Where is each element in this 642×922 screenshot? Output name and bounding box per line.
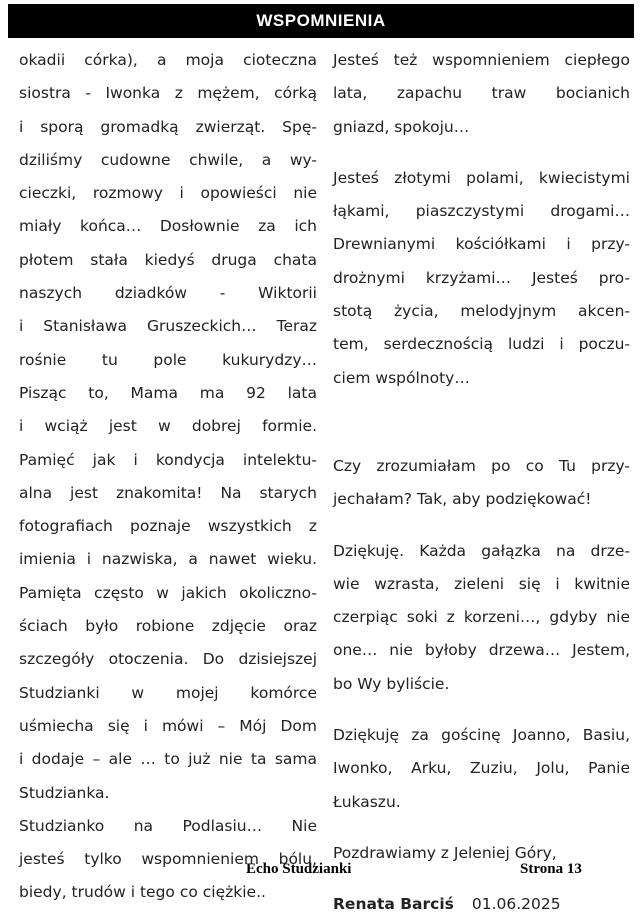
page-number: Strona 13 [520,861,582,877]
article-paragraph [333,535,630,701]
article-date: 01.06.2025 [471,895,561,914]
text-line: i Stanisława Gruszeckich… Teraz [19,317,317,336]
text-line: Pisząc to, Mama ma 92 lata [19,383,317,402]
text-line: płotem stała kiedyś druga chata [19,250,317,269]
text-line: Studzianki w mojej komórce [19,683,317,702]
text-line: czerpiąc soki z korzeni…, gdyby nie [333,608,630,627]
article-paragraph [333,44,630,144]
text-line: i wciąż jest w dobrej formie. [19,417,317,436]
text-line: fotografiach poznaje wszystkich z [19,517,317,536]
text-line: siostra - Iwonka z mężem, córką [19,84,317,103]
text-line: Czy zrozumiałam po co Tu przy- [333,456,630,475]
text-line: Dziękuję za gościnę Joanno, Basiu, [333,726,630,745]
text-line: Dziękuję. Każda gałązka na drze- [333,541,630,560]
publication-name: Echo Studzianki [246,861,352,877]
text-line: uśmiecha się i mówi – Mój Dom [19,716,317,735]
article-paragraph [333,450,630,517]
text-line: wie wzrasta, zieleni się i kwitnie [333,574,630,593]
text-line: jechałam? Tak, aby podziękować! [333,490,592,509]
text-line: Studzianko na Podlasiu… Nie [19,816,317,835]
text-line: jesteś tylko wspomnieniem bólu, [19,850,317,869]
text-line: stotą życia, melodyjnym akcen- [333,302,630,321]
text-line: Jesteś też wspomnieniem ciepłego [333,51,630,69]
text-line: okadii córka), a moja cioteczna [19,51,317,69]
article-paragraph [333,719,630,819]
greeting [333,837,630,870]
left-column [19,44,317,910]
text-line: Łukaszu. [333,792,401,811]
text-line: szczegóły otoczenia. Do dzisiejszej [19,650,317,669]
text-line: ciem wspólnoty… [333,368,470,387]
text-line: Studzianka. [19,783,110,802]
text-line: lata, zapachu traw bocianich [333,84,630,103]
text-line: Pamięć jak i kondycja intelektu- [19,450,317,469]
text-line: dziliśmy cudowne chwile, a wy- [19,150,317,169]
text-line: biedy, trudów i tego co ciężkie.. [19,883,266,902]
text-line: Pamięta często w jakich okoliczno- [19,583,317,602]
right-column [333,44,630,922]
text-line: Pozdrawiamy z Jeleniej Góry, [333,843,557,862]
text-line: Iwonko, Arku, Zuziu, Jolu, Panie [333,759,630,778]
text-line: bo Wy byliście. [333,674,450,693]
text-line: alna jest znakomita! Na starych [19,483,317,502]
text-line: naszych dziadków - Wiktorii [19,284,317,303]
text-line: Jesteś złotymi polami, kwiecistymi [333,168,630,187]
text-line: imienia i nazwiska, a nawet wieku. [19,550,317,569]
text-line: Drewnianymi kościółkami i przy- [333,235,630,254]
text-line: łąkami, piaszczystymi drogami… [333,202,630,221]
text-line: ściach było robione zdjęcie oraz [19,617,317,636]
text-line: tem, serdecznością ludzi i poczu- [333,335,630,354]
text-line: i sporą gromadką zwierząt. Spę- [19,117,317,136]
section-header: WSPOMNIENIA [8,4,634,38]
text-line: one… nie byłoby drzewa… Jestem, [333,641,630,660]
author-name: Renata Barciś [333,895,454,914]
text-line: miały końca… Dosłownie za ich [19,217,317,236]
text-line: rośnie tu pole kukurydzy… [19,350,317,369]
text-line: i dodaje – ale … to już nie ta sama [19,750,317,769]
signature [333,888,630,921]
text-line: gniazd, spokoju… [333,117,470,136]
article-paragraph [19,44,317,910]
article-paragraph [333,162,630,395]
text-line: cieczki, rozmowy i opowieści nie [19,184,317,203]
text-line: drożnymi krzyżami… Jesteś pro- [333,268,630,287]
